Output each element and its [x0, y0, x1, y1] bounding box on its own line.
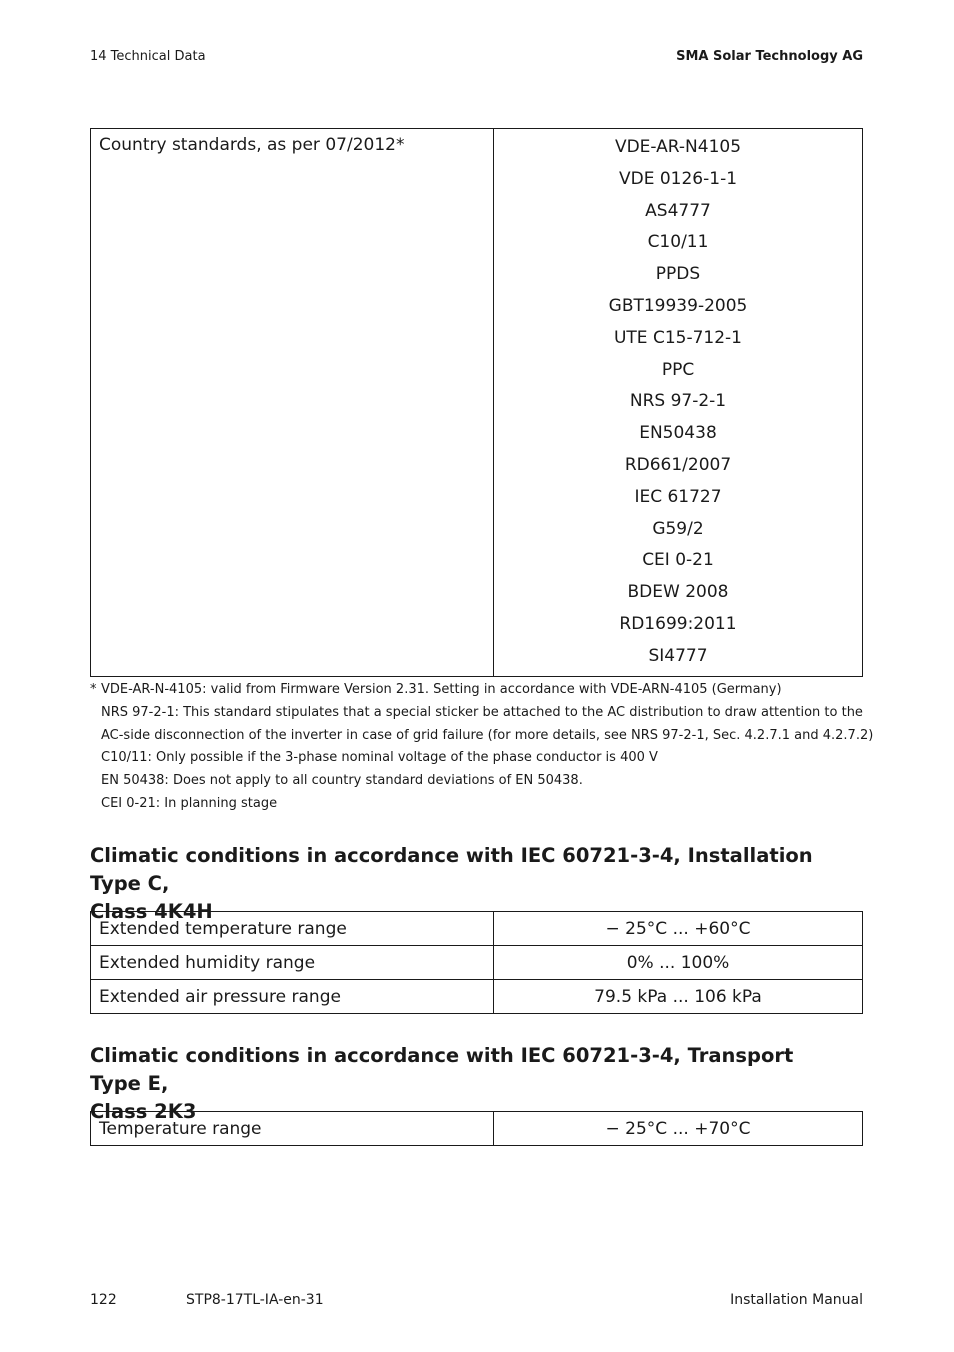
- standard-item: SI4777: [648, 645, 708, 666]
- standard-item: NRS 97-2-1: [629, 391, 727, 412]
- table-row: [91, 946, 863, 980]
- standard-item: PPC: [661, 359, 695, 380]
- table-row: [91, 129, 863, 677]
- standard-item: G59/2: [652, 518, 704, 539]
- row-value: − 25°C ... +70°C: [494, 1112, 863, 1146]
- table-row: [91, 912, 863, 946]
- document-id: STP8-17TL-IA-en-31: [186, 1292, 324, 1308]
- running-header-company: SMA Solar Technology AG: [676, 49, 863, 64]
- country-standards-values: [494, 129, 863, 677]
- row-label: Extended humidity range: [91, 946, 494, 980]
- row-value: − 25°C ... +60°C: [494, 912, 863, 946]
- standard-item: EN50438: [639, 423, 717, 444]
- standard-item: VDE 0126-1-1: [618, 168, 738, 189]
- transport-climate-table: [90, 1111, 863, 1146]
- footnote-line: CEI 0-21: In planning stage: [101, 795, 278, 811]
- country-standards-label: Country standards, as per 07/2012*: [91, 129, 494, 677]
- footnote-line: EN 50438: Does not apply to all country standard deviations of EN 50438.: [101, 773, 583, 789]
- footnote-marker: *: [90, 682, 97, 697]
- country-standards-table: [90, 128, 863, 677]
- standard-item: RD1699:2011: [619, 613, 737, 634]
- row-value: 79.5 kPa ... 106 kPa: [494, 980, 863, 1014]
- heading-line: Climatic conditions in accordance with IEC 60721-3-4, Installation Type C,: [90, 844, 813, 895]
- heading-line: Climatic conditions in accordance with IEC 60721-3-4, Transport Type E,: [90, 1044, 794, 1095]
- standard-item: GBT19939-2005: [608, 295, 748, 316]
- row-label: Temperature range: [91, 1112, 494, 1146]
- standard-item: AS4777: [645, 200, 711, 221]
- footnote-line: C10/11: Only possible if the 3-phase nominal voltage of the phase conductor is 400 V: [101, 750, 658, 766]
- manual-title: Installation Manual: [730, 1292, 863, 1308]
- heading-line: Class 4K4H: [90, 900, 213, 923]
- heading-line: Class 2K3: [90, 1100, 197, 1123]
- row-label: Extended air pressure range: [91, 980, 494, 1014]
- footnote-line: AC-side disconnection of the inverter in case of grid failure (for more details, see NRS 97-2-1, Sec. 4.2.7.1 and 4.2.7.2): [101, 727, 874, 743]
- installation-climate-table: [90, 911, 863, 1014]
- table-row: [91, 980, 863, 1014]
- standard-item: BDEW 2008: [627, 582, 729, 603]
- standard-item: CEI 0-21: [642, 550, 714, 571]
- running-header-chapter: 14 Technical Data: [90, 49, 206, 64]
- standard-item: PPDS: [655, 264, 701, 285]
- standard-item: VDE-AR-N4105: [614, 137, 742, 157]
- page-number: 122: [90, 1292, 117, 1308]
- table-row: [91, 1112, 863, 1146]
- standard-item: RD661/2007: [624, 454, 732, 475]
- standard-item: UTE C15-712-1: [613, 327, 742, 348]
- footnote-line: NRS 97-2-1: This standard stipulates that a special sticker be attached to the AC distribution to draw attention to the: [101, 704, 863, 720]
- footnote-line: VDE-AR-N-4105: valid from Firmware Version 2.31. Setting in accordance with VDE-ARN-4105 (Germany): [101, 682, 782, 697]
- row-value: 0% ... 100%: [494, 946, 863, 980]
- row-label: Extended temperature range: [91, 912, 494, 946]
- standard-item: C10/11: [647, 232, 709, 253]
- standard-item: IEC 61727: [634, 486, 722, 507]
- standards-footnote: [90, 679, 874, 816]
